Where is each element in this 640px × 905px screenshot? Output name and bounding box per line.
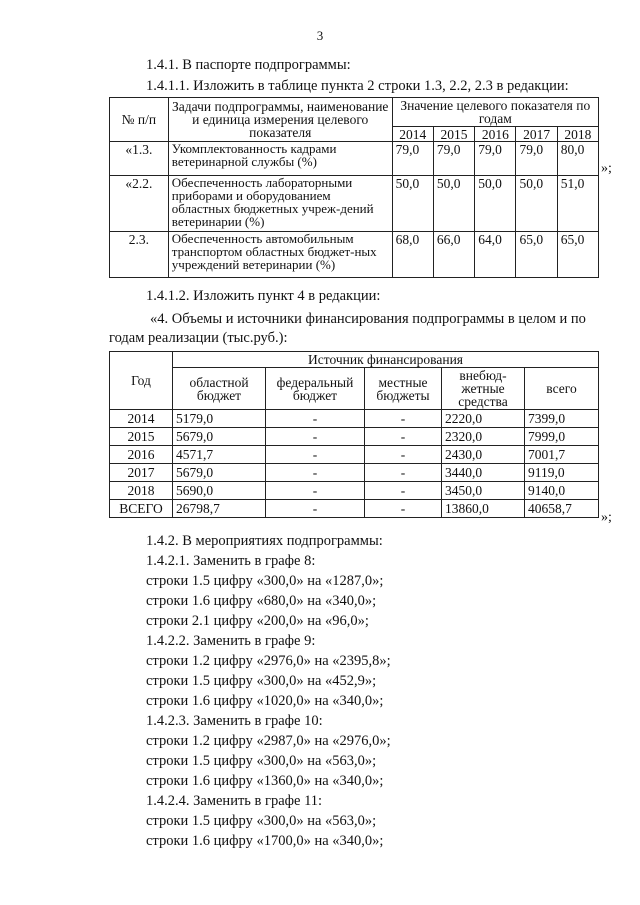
- list-line: 1.4.2.1. Заменить в графе 8:: [146, 553, 316, 569]
- table-row: [110, 232, 599, 278]
- row-value: 79,0: [475, 142, 516, 176]
- financing-table: [109, 351, 599, 518]
- row-value: 5679,0: [173, 464, 266, 482]
- row-value: 68,0: [392, 232, 433, 278]
- row-value: -: [365, 446, 442, 464]
- row-value: 5679,0: [173, 428, 266, 446]
- row-value: -: [266, 482, 365, 500]
- row-num: «1.3.: [110, 142, 169, 176]
- table1-closing-quote: »;: [601, 161, 612, 176]
- row-value: 3440,0: [442, 464, 525, 482]
- table2-closing-quote: »;: [601, 510, 612, 525]
- col-values-header: Значение целевого показателя по годам: [392, 98, 598, 127]
- row-value: 7001,7: [525, 446, 599, 464]
- section-heading-1-4-1-2: 1.4.1.2. Изложить пункт 4 в редакции:: [146, 288, 381, 304]
- list-line: 1.4.2.4. Заменить в графе 11:: [146, 793, 323, 809]
- row-value: 79,0: [392, 142, 433, 176]
- row-num: «2.2.: [110, 176, 169, 232]
- row-value: 7399,0: [525, 410, 599, 428]
- table-row: [110, 428, 599, 446]
- row-year: 2016: [110, 446, 173, 464]
- page-number: 3: [316, 28, 324, 43]
- table-row: [110, 176, 599, 232]
- list-line: строки 1.5 цифру «300,0» на «563,0»;: [146, 753, 377, 769]
- row-year: 2014: [110, 410, 173, 428]
- list-line: строки 1.6 цифру «680,0» на «340,0»;: [146, 593, 377, 609]
- table-row: [110, 464, 599, 482]
- row-value: 79,0: [433, 142, 474, 176]
- year-header: 2015: [433, 127, 474, 142]
- section-heading-1-4-1: 1.4.1. В паспорте подпрограммы:: [146, 57, 351, 73]
- col-task-header: Задачи подпрограммы, наименование и единица измерения целевого показателя: [168, 98, 392, 142]
- list-line: строки 1.6 цифру «1700,0» на «340,0»;: [146, 833, 384, 849]
- list-line: строки 1.5 цифру «300,0» на «563,0»;: [146, 813, 377, 829]
- row-year: 2017: [110, 464, 173, 482]
- row-value: 50,0: [516, 176, 557, 232]
- col-source-header: Источник финансирования: [173, 352, 599, 368]
- section-heading-1-4-1-1: 1.4.1.1. Изложить в таблице пункта 2 строки 1.3, 2.2, 2.3 в редакции:: [146, 78, 569, 94]
- year-header: 2017: [516, 127, 557, 142]
- row-value: 79,0: [516, 142, 557, 176]
- row-value: 4571,7: [173, 446, 266, 464]
- year-header: 2018: [557, 127, 598, 142]
- row-value: 9119,0: [525, 464, 599, 482]
- year-header: 2014: [392, 127, 433, 142]
- list-line: строки 1.6 цифру «1360,0» на «340,0»;: [146, 773, 384, 789]
- paragraph-4-line-2: годам реализации (тыс.руб.):: [109, 330, 288, 346]
- row-value: 5690,0: [173, 482, 266, 500]
- row-value: 3450,0: [442, 482, 525, 500]
- col-num-header: № п/п: [110, 98, 169, 142]
- row-task: Обеспеченность автомобильным транспортом областных бюджет-ных учреждений ветеринарии (%): [168, 232, 392, 278]
- list-line: строки 1.2 цифру «2987,0» на «2976,0»;: [146, 733, 391, 749]
- list-line: строки 1.5 цифру «300,0» на «452,9»;: [146, 673, 377, 689]
- row-value: -: [365, 428, 442, 446]
- table-row: [110, 142, 599, 176]
- row-value: -: [266, 410, 365, 428]
- source-subheader: федеральный бюджет: [266, 368, 365, 410]
- year-header: 2016: [475, 127, 516, 142]
- row-value: 51,0: [557, 176, 598, 232]
- row-value: -: [266, 446, 365, 464]
- row-value: 65,0: [516, 232, 557, 278]
- row-task: Обеспеченность лабораторными приборами и оборудованием областных бюджетных учреж-дений ветеринарии (%): [168, 176, 392, 232]
- source-subheader: внебюд-жетные средства: [442, 368, 525, 410]
- row-value: 50,0: [433, 176, 474, 232]
- list-line: 1.4.2.2. Заменить в графе 9:: [146, 633, 316, 649]
- row-value: 9140,0: [525, 482, 599, 500]
- row-value: 2430,0: [442, 446, 525, 464]
- row-task: Укомплектованность кадрами ветеринарной службы (%): [168, 142, 392, 176]
- row-value: -: [365, 482, 442, 500]
- row-value: 26798,7: [173, 500, 266, 518]
- row-value: -: [365, 464, 442, 482]
- paragraph-4-line-1: «4. Объемы и источники финансирования подпрограммы в целом и по: [150, 311, 586, 327]
- row-value: -: [365, 500, 442, 518]
- row-value: -: [365, 410, 442, 428]
- row-value: 50,0: [392, 176, 433, 232]
- list-line: 1.4.2. В мероприятиях подпрограммы:: [146, 533, 383, 549]
- row-value: -: [266, 428, 365, 446]
- row-value: 50,0: [475, 176, 516, 232]
- list-line: строки 2.1 цифру «200,0» на «96,0»;: [146, 613, 369, 629]
- row-num: 2.3.: [110, 232, 169, 278]
- row-year: ВСЕГО: [110, 500, 173, 518]
- col-year-header: Год: [110, 352, 173, 410]
- row-value: 40658,7: [525, 500, 599, 518]
- list-line: строки 1.5 цифру «300,0» на «1287,0»;: [146, 573, 384, 589]
- row-value: 80,0: [557, 142, 598, 176]
- source-subheader: областной бюджет: [173, 368, 266, 410]
- row-value: 2320,0: [442, 428, 525, 446]
- table-row-total: [110, 500, 599, 518]
- target-indicators-table: [109, 97, 599, 278]
- list-line: 1.4.2.3. Заменить в графе 10:: [146, 713, 323, 729]
- row-value: -: [266, 500, 365, 518]
- list-line: строки 1.6 цифру «1020,0» на «340,0»;: [146, 693, 384, 709]
- row-year: 2018: [110, 482, 173, 500]
- row-value: 13860,0: [442, 500, 525, 518]
- row-value: 2220,0: [442, 410, 525, 428]
- list-line: строки 1.2 цифру «2976,0» на «2395,8»;: [146, 653, 391, 669]
- row-value: 66,0: [433, 232, 474, 278]
- table-row: [110, 410, 599, 428]
- source-subheader: местные бюджеты: [365, 368, 442, 410]
- row-value: 64,0: [475, 232, 516, 278]
- table-row: [110, 446, 599, 464]
- row-value: 5179,0: [173, 410, 266, 428]
- row-year: 2015: [110, 428, 173, 446]
- table-row: [110, 482, 599, 500]
- row-value: 65,0: [557, 232, 598, 278]
- row-value: 7999,0: [525, 428, 599, 446]
- source-subheader: всего: [525, 368, 599, 410]
- row-value: -: [266, 464, 365, 482]
